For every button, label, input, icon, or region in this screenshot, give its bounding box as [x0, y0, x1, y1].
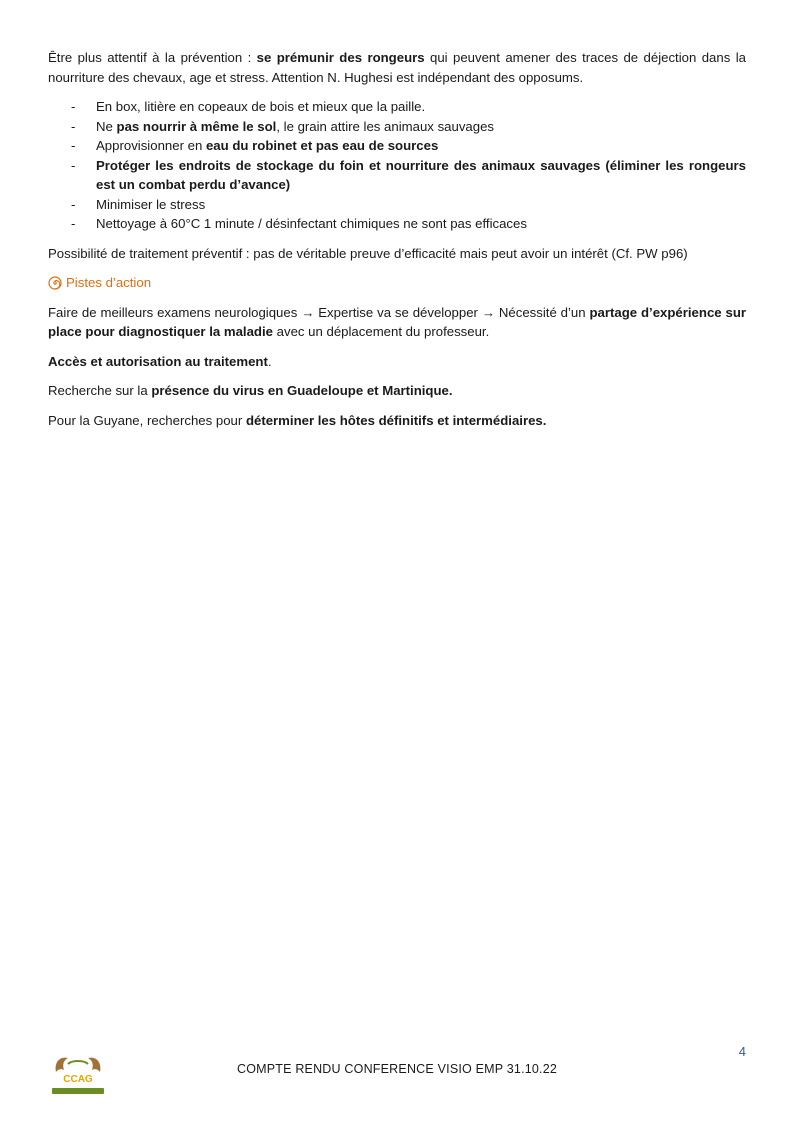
list-item: - Ne pas nourrir à même le sol, le grain attire les animaux sauvages — [71, 118, 495, 134]
intro-text: Être plus attentif à la prévention : — [48, 50, 257, 65]
page-footer — [0, 1040, 794, 1100]
action-paragraph-4: Pour la Guyane, recherches pour déterminer les hôtes définitifs et intermédiaires. — [48, 412, 547, 428]
footer-title: COMPTE RENDU CONFERENCE VISIO EMP 31.10.22 — [236, 1062, 558, 1076]
intro-paragraph — [48, 48, 746, 87]
svg-text:CCAG: CCAG — [63, 1074, 93, 1085]
preventive-treatment-paragraph: Possibilité de traitement préventif : pas de véritable preuve d’efficacité mais peut avoir un intérêt (Cf. PW p96) — [48, 245, 688, 261]
action-paragraph-1: Faire de meilleurs examens neurologiques → Expertise va se développer → Nécessité d’un partage d’expérience sur place pour diagnostiquer la maladie avec un déplacement du professeur. — [48, 304, 747, 339]
intro-text-end: qui peuvent amener des traces de déjection dans la nourriture des chevaux, age et stress. Attention N. Hughesi est indépendant des opposums. — [48, 50, 746, 85]
action-paragraph-2: Accès et autorisation au traitement. — [48, 353, 272, 369]
spiral-icon — [48, 276, 62, 290]
prevention-list — [48, 97, 746, 234]
list-item: - Minimiser le stress — [71, 196, 206, 212]
intro-bold: se prémunir des rongeurs — [256, 50, 425, 65]
list-item: - Nettoyage à 60°C 1 minute / désinfectant chimiques ne sont pas efficaces — [71, 216, 527, 231]
page-number: 4 — [738, 1044, 746, 1059]
section-title: Pistes d’action — [66, 275, 152, 290]
document-body — [48, 48, 746, 440]
list-item: - Approvisionner en eau du robinet et pas eau de sources — [71, 138, 439, 153]
list-item: - Protéger les endroits de stockage du foin et nourriture des animaux sauvages (éliminer les rongeurs est un combat perdu d’avance) — [71, 157, 746, 192]
action-paragraph-3: Recherche sur la présence du virus en Guadeloupe et Martinique. — [48, 383, 453, 398]
section-heading — [48, 273, 746, 293]
list-item: - En box, litière en copeaux de bois et mieux que la paille. — [71, 99, 426, 114]
